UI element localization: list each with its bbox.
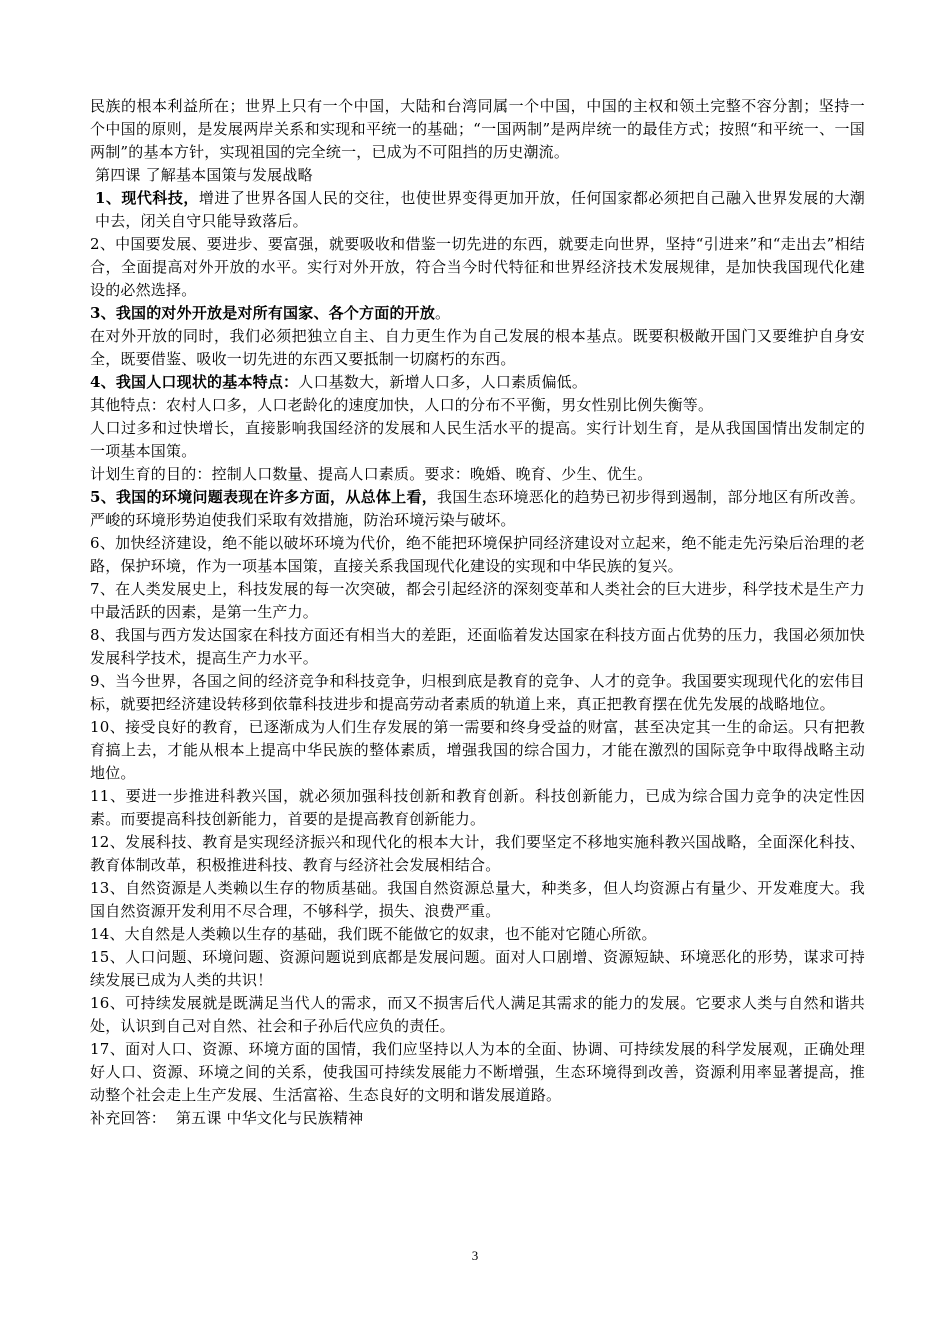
item-12: 12、发展科技、教育是实现经济振兴和现代化的根本大计，我们要坚定不移地实施科教兴国战略，全面深化科技、教育体制改革，积极推进科技、教育与经济社会发展相结合。 (90, 833, 865, 874)
item-14: 14、大自然是人类赖以生存的基础，我们既不能做它的奴隶，也不能对它随心所欲。 (90, 925, 657, 943)
item-5 (90, 486, 865, 532)
item-9: 9、当今世界，各国之间的经济竞争和科技竞争，归根到底是教育的竞争、人才的竞争。我国要实现现代化的宏伟目标，就要把经济建设转移到依靠科技进步和提高劳动者素质的轨道上来，真正把教育摆在优先发展的战略地位。 (90, 672, 865, 713)
intro-paragraph: 民族的根本利益所在；世界上只有一个中国，大陆和台湾同属一个中国，中国的主权和领土完整不容分割；坚持一个中国的原则，是发展两岸关系和实现和平统一的基础；“一国两制”是两岸统一的最佳方式；按照“和平统一、一国两制”的基本方针，实现祖国的完全统一，已成为不可阻挡的历史潮流。 (90, 97, 865, 161)
document-body (90, 95, 865, 1130)
item-1 (90, 187, 865, 233)
item-7: 7、在人类发展史上，科技发展的每一次突破，都会引起经济的深刻变革和人类社会的巨大进步，科学技术是生产力中最活跃的因素，是第一生产力。 (90, 580, 865, 621)
supplement-line: 补充回答： 第五课 中华文化与民族精神 (90, 1109, 364, 1127)
item-10: 10、接受良好的教育，已逐渐成为人们生存发展的第一需要和终身受益的财富，甚至决定其一生的命运。只有把教育搞上去，才能从根本上提高中华民族的整体素质，增强我国的综合国力，才能在激烈的国际竞争中取得战略主动地位。 (90, 718, 865, 782)
item-1-keyword: 1、现代科技， (95, 189, 199, 207)
item-1-text: 增进了世界各国人民的交往，也使世界变得更加开放，任何国家都必须把自己融入世界发展的大潮中去，闭关自守只能导致落后。 (95, 189, 865, 230)
item-4-family-planning: 计划生育的目的：控制人口数量、提高人口素质。要求：晚婚、晚育、少生、优生。 (90, 465, 653, 483)
item-4-policy: 人口过多和过快增长，直接影响我国经济的发展和人民生活水平的提高。实行计划生育，是从我国国情出发制定的一项基本国策。 (90, 419, 865, 460)
item-4-keyword: 4、我国人口现状的基本特点： (90, 373, 299, 391)
item-13: 13、自然资源是人类赖以生存的物质基础。我国自然资源总量大，种类多，但人均资源占有量少、开发难度大。我国自然资源开发利用不尽合理，不够科学，损失、浪费严重。 (90, 879, 865, 920)
page-number: 3 (471, 1248, 479, 1263)
item-16: 16、可持续发展就是既满足当代人的需求，而又不损害后代人满足其需求的能力的发展。它要求人类与自然和谐共处，认识到自己对自然、社会和子孙后代应负的责任。 (90, 994, 865, 1035)
item-11: 11、要进一步推进科教兴国，就必须加强科技创新和教育创新。科技创新能力，已成为综合国力竞争的决定性因素。而要提高科技创新能力，首要的是提高教育创新能力。 (90, 787, 865, 828)
item-3-keyword: 3、我国的对外开放是对所有国家、各个方面的开放 (90, 304, 436, 322)
item-3 (90, 302, 865, 325)
item-8: 8、我国与西方发达国家在科技方面还有相当大的差距，还面临着发达国家在科技方面占优势的压力，我国必须加快发展科学技术，提高生产力水平。 (90, 626, 865, 667)
item-3-text: 。 (435, 304, 451, 322)
item-4-other-features: 其他特点：农村人口多，人口老龄化的速度加快，人口的分布不平衡，男女性别比例失衡等。 (90, 396, 714, 414)
item-6: 6、加快经济建设，绝不能以破坏环境为代价，绝不能把环境保护同经济建设对立起来，绝不能走先污染后治理的老路，保护环境，作为一项基本国策，直接关系我国现代化建设的实现和中华民族的复兴。 (90, 534, 865, 575)
item-17: 17、面对人口、资源、环境方面的国情，我们应坚持以人为本的全面、协调、可持续发展的科学发展观，正确处理好人口、资源、环境之间的关系，使我国可持续发展能力不断增强，生态环境得到改善，资源利用率显著提高，推动整个社会走上生产发展、生活富裕、生态良好的文明和谐发展道路。 (90, 1040, 865, 1104)
item-3-detail: 在对外开放的同时，我们必须把独立自主、自力更生作为自己发展的根本基点。既要积极敞开国门又要维护自身安全，既要借鉴、吸收一切先进的东西又要抵制一切腐朽的东西。 (90, 327, 865, 368)
item-4 (90, 371, 865, 394)
lesson-4-heading: 第四课 了解基本国策与发展战略 (95, 166, 313, 184)
item-2: 2、中国要发展、要进步、要富强，就要吸收和借鉴一切先进的东西，就要走向世界，坚持“引进来”和“走出去”相结合，全面提高对外开放的水平。实行对外开放，符合当今时代特征和世界经济技术发展规律，是加快我国现代化建设的必然选择。 (90, 235, 865, 299)
item-15: 15、人口问题、环境问题、资源问题说到底都是发展问题。面对人口剧增、资源短缺、环境恶化的形势，谋求可持续发展已成为人类的共识！ (90, 948, 865, 989)
item-5-keyword: 5、我国的环境问题表现在许多方面，从总体上看， (90, 488, 438, 506)
item-4-text: 人口基数大，新增人口多，人口素质偏低。 (298, 373, 588, 391)
item-5-text: 我国生态环境恶化的趋势已初步得到遏制，部分地区有所改善。严峻的环境形势迫使我们采取有效措施，防治环境污染与破坏。 (90, 488, 865, 529)
